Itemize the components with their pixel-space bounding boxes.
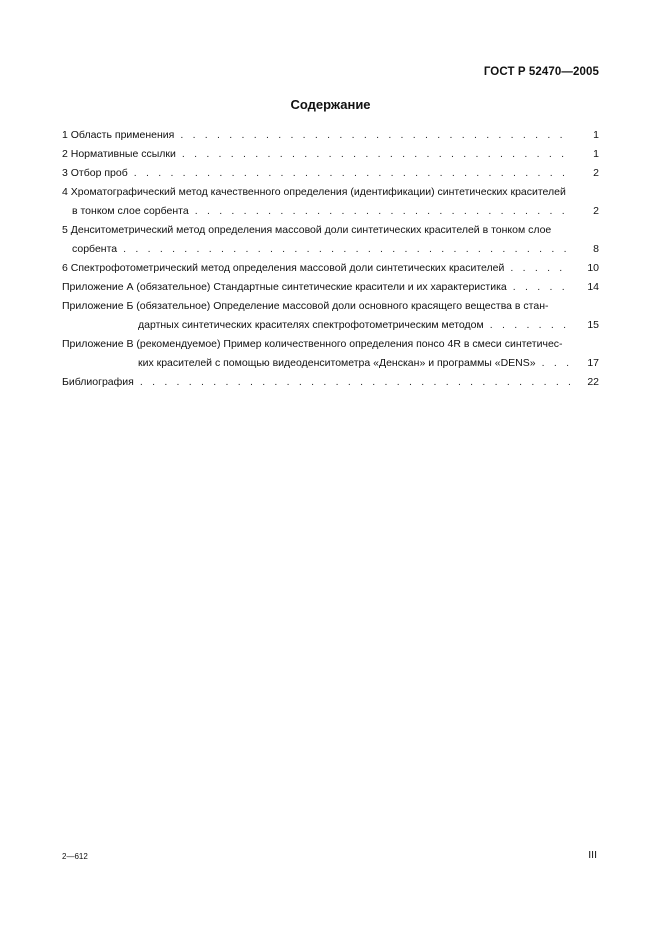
toc-entry-text: Приложение В (рекомендуемое) Пример количественного определения понсо 4R в смеси синтетичес- (62, 338, 563, 350)
dot-leader (510, 259, 571, 278)
toc-page-number: 14 (587, 281, 599, 293)
toc-page-number: 1 (593, 148, 599, 160)
toc-entry-chromatographic-method (62, 183, 599, 221)
toc-entry-text: 2 Нормативные ссылки (62, 148, 176, 160)
document-code: ГОСТ Р 52470—2005 (483, 66, 599, 78)
toc-entry-text: Приложение А (обязательное) Стандартные синтетические красители и их характеристика (62, 281, 507, 293)
dot-leader (195, 202, 571, 221)
toc-page-number: 2 (593, 205, 599, 217)
toc-page-number: 22 (587, 376, 599, 388)
toc-entry-text: 3 Отбор проб (62, 167, 128, 179)
toc-entry-bibliography (62, 373, 599, 392)
toc-entry-text: Приложение Б (обязательное) Определение массовой доли основного красящего вещества в стан- (62, 300, 549, 312)
toc-entry-scope (62, 126, 599, 145)
dot-leader (513, 278, 571, 297)
toc-entry-text-continued: дартных синтетических красителях спектрофотометрическим методом (138, 319, 484, 331)
dot-leader (123, 240, 571, 259)
toc-entry-text-continued: в тонком слое сорбента (72, 205, 189, 217)
dot-leader (140, 373, 571, 392)
toc-page-number: 8 (593, 243, 599, 255)
toc-entry-densitometric-method (62, 221, 599, 259)
toc-entry-text-continued: сорбента (72, 243, 118, 255)
toc-page-number: 17 (587, 357, 599, 369)
dot-leader (134, 164, 571, 183)
toc-page-number: 2 (593, 167, 599, 179)
toc-entry-appendix-a (62, 278, 599, 297)
toc-entry-text: 4 Хроматографический метод качественного определения (идентификации) синтетических красителей (62, 186, 566, 198)
dot-leader (182, 145, 571, 164)
toc-page-number: 1 (593, 129, 599, 141)
table-of-contents (62, 126, 599, 392)
toc-entry-references (62, 145, 599, 164)
toc-entry-text: 6 Спектрофотометрический метод определения массовой доли синтетических красителей (62, 262, 505, 274)
dot-leader (490, 316, 571, 335)
page-number: III (588, 849, 597, 861)
toc-page-number: 15 (587, 319, 599, 331)
toc-entry-text: 5 Денситометрический метод определения массовой доли синтетических красителей в тонком слое (62, 224, 552, 236)
toc-entry-sampling (62, 164, 599, 183)
toc-entry-text: Библиография (62, 376, 134, 388)
toc-entry-text-continued: ких красителей с помощью видеоденситометра «Денскан» и программы «DENS» (138, 357, 536, 369)
toc-entry-text: 1 Область применения (62, 129, 175, 141)
toc-entry-appendix-v (62, 335, 599, 373)
sheet-code: 2—612 (62, 852, 88, 861)
dot-leader (180, 126, 571, 145)
dot-leader (542, 354, 571, 373)
toc-page-number: 10 (587, 262, 599, 274)
toc-entry-spectrophotometric-method (62, 259, 599, 278)
toc-entry-appendix-b (62, 297, 599, 335)
page-title: Содержание (290, 97, 371, 112)
